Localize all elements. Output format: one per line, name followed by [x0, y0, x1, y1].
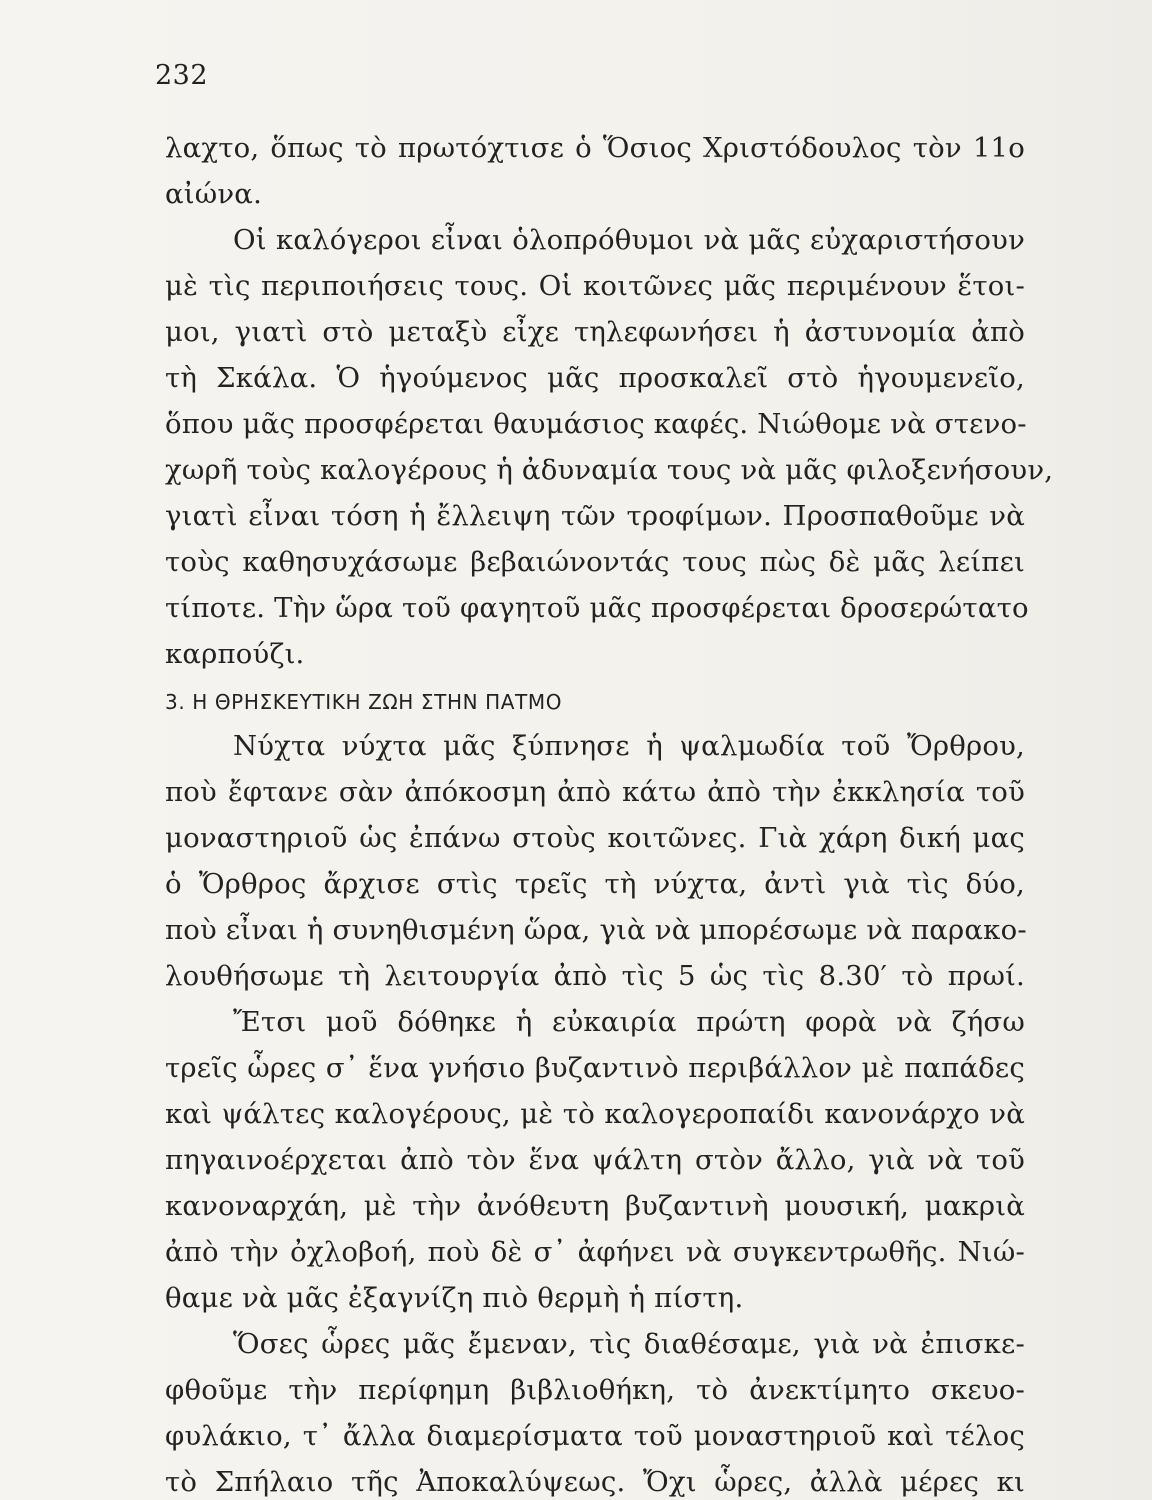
text-line: ποὺ εἶναι ἡ συνηθισμένη ὥρα, γιὰ νὰ μπορέσωμε νὰ παρακο- [165, 914, 1027, 946]
text-line: φθοῦμε τὴν περίφημη βιβλιοθήκη, τὸ ἀνεκτίμητο σκευο- [165, 1374, 1025, 1406]
text-line: ὅπου μᾶς προσφέρεται θαυμάσιος καφές. Νιώθομε νὰ στενο- [165, 408, 1027, 440]
paragraph-start-line: Ἔτσι μοῦ δόθηκε ἡ εὐκαιρία πρώτη φορὰ νὰ ζήσω [233, 1006, 1025, 1038]
text-line: λουθήσωμε τὴ λειτουργία ἀπὸ τὶς 5 ὡς τὶς 8.30′ τὸ πρωί. [165, 960, 1025, 992]
text-line: μοι, γιατὶ στὸ μεταξὺ εἶχε τηλεφωνήσει ἡ ἀστυνομία ἀπὸ [165, 316, 1025, 348]
section-heading: 3. Η ΘΡΗΣΚΕΥΤΙΚΗ ΖΩΗ ΣΤΗΝ ΠΑΤΜΟ [165, 690, 563, 714]
text-line: τρεῖς ὧρες σ᾽ ἕνα γνήσιο βυζαντινὸ περιβάλλον μὲ παπάδες [165, 1052, 1025, 1084]
text-line: γιατὶ εἶναι τόση ἡ ἔλλειψη τῶν τροφίμων. Προσπαθοῦμε νὰ [165, 500, 1025, 532]
text-line: ὁ Ὄρθρος ἄρχισε στὶς τρεῖς τὴ νύχτα, ἀντὶ γιὰ τὶς δύο, [165, 868, 1025, 900]
text-line: τὴ Σκάλα. Ὁ ἡγούμενος μᾶς προσκαλεῖ στὸ ἡγουμενεῖο, [165, 362, 1025, 394]
text-line: καρπούζι. [165, 638, 305, 670]
text-line: θαμε νὰ μᾶς ἐξαγνίζη πιὸ θερμὴ ἡ πίστη. [165, 1282, 744, 1314]
text-line: λαχτο, ὅπως τὸ πρωτόχτισε ὁ Ὅσιος Χριστόδουλος τὸν 11ο [165, 132, 1025, 164]
text-line: μοναστηριοῦ ὡς ἐπάνω στοὺς κοιτῶνες. Γιὰ χάρη δική μας [165, 822, 1025, 854]
text-line: τίποτε. Τὴν ὥρα τοῦ φαγητοῦ μᾶς προσφέρεται δροσερώτατο [165, 592, 1029, 624]
paragraph-start-line: Ὅσες ὧρες μᾶς ἔμεναν, τὶς διαθέσαμε, γιὰ νὰ ἐπισκε- [233, 1328, 1025, 1360]
text-line: ποὺ ἔφτανε σὰν ἀπόκοσμη ἀπὸ κάτω ἀπὸ τὴν ἐκκλησία τοῦ [165, 776, 1025, 808]
text-line: κανοναρχάη, μὲ τὴν ἀνόθευτη βυζαντινὴ μουσική, μακριὰ [165, 1190, 1025, 1222]
paragraph-start-line: Νύχτα νύχτα μᾶς ξύπνησε ἡ ψαλμωδία τοῦ Ὄρθρου, [233, 730, 1025, 762]
body-text [165, 125, 1054, 1500]
text-line: πηγαινοέρχεται ἀπὸ τὸν ἕνα ψάλτη στὸν ἄλλο, γιὰ νὰ τοῦ [165, 1144, 1025, 1176]
text-line: φυλάκιο, τ᾽ ἄλλα διαμερίσματα τοῦ μοναστηριοῦ καὶ τέλος [165, 1420, 1025, 1452]
text-line: καὶ ψάλτες καλογέρους, μὲ τὸ καλογεροπαίδι κανονάρχο νὰ [165, 1098, 1025, 1130]
paragraph-start-line: Οἱ καλόγεροι εἶναι ὁλοπρόθυμοι νὰ μᾶς εὐχαριστήσουν [233, 224, 1025, 256]
page-number: 232 [155, 60, 209, 91]
text-line: τοὺς καθησυχάσωμε βεβαιώνοντάς τους πὼς δὲ μᾶς λείπει [165, 546, 1025, 578]
text-line: αἰώνα. [165, 178, 263, 210]
text-line: χωρῆ τοὺς καλογέρους ἡ ἀδυναμία τους νὰ μᾶς φιλοξενήσουν, [165, 454, 1054, 486]
text-line: τὸ Σπήλαιο τῆς Ἀποκαλύψεως. Ὄχι ὧρες, ἀλλὰ μέρες κι [165, 1466, 1025, 1498]
text-line: μὲ τὶς περιποιήσεις τους. Οἱ κοιτῶνες μᾶς περιμένουν ἕτοι- [165, 270, 1025, 302]
text-line: ἀπὸ τὴν ὀχλοβοή, ποὺ δὲ σ᾽ ἀφήνει νὰ συγκεντρωθῆς. Νιώ- [165, 1236, 1025, 1268]
